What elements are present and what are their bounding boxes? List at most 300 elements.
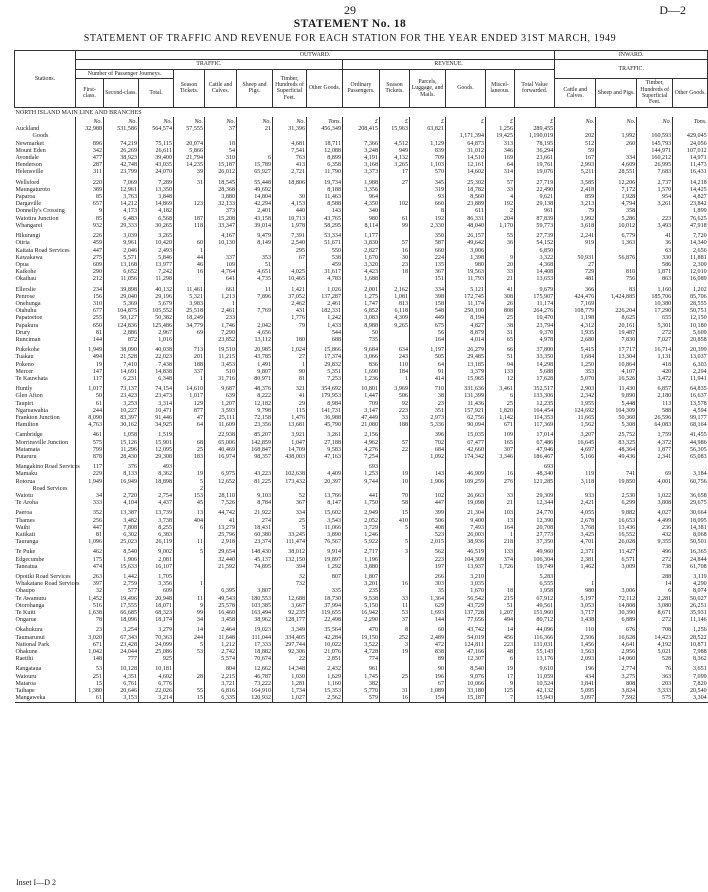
- table-cell: 36,658: [673, 493, 708, 500]
- table-cell: 1,491: [237, 362, 273, 369]
- table-cell: 17,555: [104, 603, 139, 610]
- table-cell: 25,086: [139, 649, 174, 656]
- table-cell: [596, 301, 637, 308]
- table-cell: 10,420: [139, 240, 174, 247]
- station-name: Penrose: [15, 293, 35, 300]
- table-cell: 28,555: [673, 301, 708, 308]
- table-cell: 10,871: [673, 642, 708, 649]
- table-cell: [273, 330, 307, 337]
- table-cell: 1,202: [673, 287, 708, 294]
- statement-title: STATEMENT No. 18: [293, 18, 407, 30]
- table-cell: 192: [486, 201, 515, 208]
- table-cell: 1,519: [139, 432, 174, 439]
- table-cell: 23: [76, 627, 104, 634]
- col-inward-cattle: Cattle and Calves.: [555, 79, 596, 108]
- table-cell: 33: [486, 493, 515, 500]
- table-cell: 1,253: [343, 471, 380, 478]
- table-cell: 79: [555, 208, 596, 215]
- table-cell: 639: [205, 393, 237, 400]
- table-cell: 14: [637, 581, 673, 588]
- table-row: [15, 354, 708, 361]
- table-cell: 10,465: [273, 276, 307, 283]
- table-cell: 21,076: [307, 649, 343, 656]
- table-cell: 29,333: [104, 223, 139, 230]
- table-cell: 22,498: [307, 617, 343, 624]
- table-cell: 5,301: [637, 323, 673, 330]
- table-cell: 5,866: [174, 148, 205, 155]
- table-cell: 124,811: [446, 642, 486, 649]
- table-cell: 729: [555, 269, 596, 276]
- table-cell: 11: [380, 603, 410, 610]
- table-cell: 3,738: [139, 518, 174, 525]
- table-cell: 735: [343, 337, 380, 344]
- table-cell: 31,012: [446, 148, 486, 155]
- table-cell: 3,880: [205, 194, 237, 201]
- table-cell: 14,381: [673, 525, 708, 532]
- table-cell: 16,526: [596, 376, 637, 383]
- table-cell: 39: [174, 169, 205, 176]
- table-cell: 135: [410, 262, 446, 269]
- station-name: Goods: [32, 133, 49, 140]
- table-cell: [380, 574, 410, 581]
- station-name: Cambridge: [15, 432, 43, 439]
- table-cell: 1: [174, 248, 205, 255]
- table-cell: 13,653: [515, 276, 555, 283]
- table-cell: 799: [76, 447, 104, 454]
- table-cell: 1,017: [174, 393, 205, 400]
- table-cell: 37: [380, 617, 410, 624]
- table-cell: 46,519: [446, 549, 486, 556]
- table-cell: 9,679: [515, 287, 555, 294]
- table-cell: 14,298: [515, 362, 555, 369]
- table-cell: 538: [307, 255, 343, 262]
- table-cell: 11,215: [205, 354, 237, 361]
- table-cell: [307, 464, 343, 471]
- table-row: [15, 695, 708, 703]
- table-cell: 859: [555, 194, 596, 201]
- table-cell: 2,432: [307, 666, 343, 673]
- table-cell: 15,789: [237, 162, 273, 169]
- table-cell: 252: [380, 635, 410, 642]
- table-cell: 462: [76, 549, 104, 556]
- table-cell: 9,355: [637, 539, 673, 546]
- table-cell: 32: [273, 574, 307, 581]
- station-name: Taupiri: [15, 400, 34, 407]
- table-cell: 13,681: [273, 422, 307, 429]
- table-cell: 1,776: [273, 315, 307, 322]
- table-cell: 3,983: [174, 301, 205, 308]
- table-cell: 14: [486, 627, 515, 634]
- table-cell: 13,436: [596, 525, 637, 532]
- table-cell: 37,800: [515, 347, 555, 354]
- table-cell: 90: [410, 666, 446, 673]
- table-cell: 510: [205, 369, 237, 376]
- table-cell: [139, 486, 174, 493]
- table-cell: 6,483: [104, 216, 139, 223]
- table-cell: 89: [410, 656, 446, 663]
- table-cell: 863: [637, 276, 673, 283]
- table-cell: 2,993: [555, 162, 596, 169]
- table-cell: 609: [139, 588, 174, 595]
- table-cell: [139, 133, 174, 140]
- table-cell: 8,988: [343, 323, 380, 330]
- table-cell: 9,914: [307, 549, 343, 556]
- table-cell: 11,881: [673, 255, 708, 262]
- table-row: [15, 208, 708, 215]
- table-cell: 7,820: [673, 681, 708, 688]
- table-cell: 609: [76, 262, 104, 269]
- table-cell: 3,261: [637, 201, 673, 208]
- table-cell: 961: [515, 208, 555, 215]
- table-cell: 29: [273, 401, 307, 408]
- table-cell: 9,538: [343, 596, 380, 603]
- table-cell: 1,690: [343, 369, 380, 376]
- table-cell: 9,479: [237, 233, 273, 240]
- table-cell: 43,785: [237, 354, 273, 361]
- table-cell: 93: [410, 194, 446, 201]
- table-cell: 34: [76, 493, 104, 500]
- table-cell: 223: [410, 557, 446, 564]
- table-cell: 18,431: [237, 525, 273, 532]
- table-cell: 35,931: [673, 610, 708, 617]
- table-cell: 14,340: [673, 240, 708, 247]
- table-cell: 64: [486, 162, 515, 169]
- table-row: [15, 255, 708, 262]
- table-cell: 8,068: [673, 532, 708, 539]
- table-cell: 3,482: [104, 518, 139, 525]
- table-cell: 1,877: [637, 447, 673, 454]
- table-cell: 12,161: [446, 162, 486, 169]
- table-cell: 1,462: [555, 564, 596, 571]
- table-cell: 807: [307, 574, 343, 581]
- table-cell: 34,779: [174, 323, 205, 330]
- table-cell: 4,641: [596, 642, 637, 649]
- table-cell: 335: [307, 588, 343, 595]
- table-cell: 8,560: [446, 194, 486, 201]
- table-cell: 588: [637, 408, 673, 415]
- table-cell: 109: [486, 432, 515, 439]
- table-cell: 319: [410, 187, 446, 194]
- table-cell: 23,852: [205, 337, 237, 344]
- table-cell: 1,726: [486, 564, 515, 571]
- table-cell: 8,222: [237, 393, 273, 400]
- table-cell: 3,253: [104, 401, 139, 408]
- table-cell: 62,756: [446, 415, 486, 422]
- table-cell: 925: [139, 656, 174, 663]
- table-cell: 431: [273, 308, 307, 315]
- table-cell: 13,739: [139, 510, 174, 517]
- table-cell: 11,298: [139, 276, 174, 283]
- table-cell: 288: [637, 574, 673, 581]
- table-cell: 564,574: [139, 126, 174, 133]
- table-cell: 413: [273, 162, 307, 169]
- table-cell: 9,621: [515, 194, 555, 201]
- station-name: Glen Afton: [15, 393, 43, 400]
- table-cell: 3,890: [307, 532, 343, 539]
- table-cell: 10,181: [139, 666, 174, 673]
- table-cell: 6: [637, 588, 673, 595]
- table-cell: [486, 248, 515, 255]
- table-row: [15, 393, 708, 400]
- table-cell: 2,341: [637, 454, 673, 461]
- table-cell: [273, 262, 307, 269]
- table-cell: 28,551: [596, 169, 637, 176]
- table-cell: 1,196: [343, 557, 380, 564]
- table-cell: 167: [555, 155, 596, 162]
- table-cell: 3,118: [555, 479, 596, 486]
- station-name: Otorohanga: [15, 602, 45, 609]
- table-cell: 21,922: [237, 510, 273, 517]
- table-cell: 25,518: [174, 308, 205, 315]
- table-cell: 24,844: [673, 557, 708, 564]
- table-cell: 104,309: [596, 408, 637, 415]
- table-cell: 4,701: [555, 539, 596, 546]
- table-row: [15, 401, 708, 408]
- table-cell: 3,066: [343, 354, 380, 361]
- table-cell: [673, 464, 708, 471]
- table-row: [15, 386, 708, 393]
- table-row: [15, 187, 708, 194]
- table-cell: 13: [486, 518, 515, 525]
- table-cell: 64: [410, 362, 446, 369]
- table-cell: [555, 464, 596, 471]
- table-cell: 544: [307, 330, 343, 337]
- table-cell: 55: [174, 688, 205, 695]
- table-cell: 144,971: [637, 148, 673, 155]
- table-cell: 114,353: [515, 415, 555, 422]
- table-cell: 85,207: [237, 432, 273, 439]
- table-cell: 33,347: [205, 223, 237, 230]
- table-cell: [237, 133, 273, 140]
- table-cell: 5: [174, 549, 205, 556]
- table-cell: [237, 464, 273, 471]
- table-row: [15, 262, 708, 269]
- table-cell: [596, 581, 637, 588]
- table-cell: 2,046: [104, 248, 139, 255]
- table-cell: 26,157: [446, 233, 486, 240]
- col-passenger-journeys: Number of Passenger Journeys.: [76, 69, 174, 78]
- station-name: Ohaupo: [15, 588, 35, 595]
- table-cell: 33,180: [446, 688, 486, 695]
- table-cell: 1,745: [343, 674, 380, 681]
- table-cell: 550: [307, 248, 343, 255]
- table-cell: 48,340: [515, 471, 555, 478]
- table-cell: 124,836: [104, 323, 139, 330]
- table-row: [15, 315, 708, 322]
- table-cell: 19,563: [446, 269, 486, 276]
- table-cell: 37,350: [515, 539, 555, 546]
- table-cell: 7,896: [237, 294, 273, 301]
- table-cell: 308: [486, 294, 515, 301]
- table-cell: 12,688: [273, 596, 307, 603]
- table-cell: 4,276: [343, 447, 380, 454]
- table-cell: 13: [174, 510, 205, 517]
- table-cell: 311: [76, 169, 104, 176]
- table-cell: 19,425: [486, 133, 515, 140]
- table-cell: 30: [380, 255, 410, 262]
- table-cell: 6,358: [307, 162, 343, 169]
- table-cell: 19,897: [307, 557, 343, 564]
- table-cell: 57: [380, 240, 410, 247]
- table-cell: 2,562: [307, 695, 343, 703]
- table-cell: 424,476: [555, 294, 596, 301]
- table-cell: 8,540: [446, 666, 486, 673]
- table-cell: 102: [410, 493, 446, 500]
- table-cell: 3,265: [139, 233, 174, 240]
- table-cell: 7: [486, 695, 515, 703]
- table-cell: 22: [273, 656, 307, 663]
- table-row: [15, 454, 708, 461]
- table-cell: 878: [76, 454, 104, 461]
- table-cell: 16,460: [205, 610, 237, 617]
- table-cell: 8,090: [76, 415, 104, 422]
- table-cell: 763: [273, 155, 307, 162]
- table-cell: 1,092: [410, 454, 446, 461]
- table-cell: 1,042: [76, 649, 104, 656]
- table-cell: 5,574: [205, 656, 237, 663]
- station-name: Onehunga: [15, 300, 41, 307]
- table-cell: 2: [486, 208, 515, 215]
- table-cell: [205, 133, 237, 140]
- table-cell: 51: [486, 603, 515, 610]
- station-name: Ongarue: [15, 617, 37, 624]
- table-cell: 4,167: [205, 233, 237, 240]
- table-cell: 9,076: [446, 674, 486, 681]
- table-cell: 4,764: [205, 269, 237, 276]
- table-cell: 634: [380, 347, 410, 354]
- table-cell: 3,097: [555, 695, 596, 703]
- table-cell: 68,164: [673, 422, 708, 429]
- table-cell: 570: [410, 169, 446, 176]
- table-cell: 30: [273, 194, 307, 201]
- table-cell: 160,212: [637, 155, 673, 162]
- table-cell: 376: [104, 464, 139, 471]
- table-cell: 18: [205, 141, 237, 148]
- station-name: Drury: [15, 329, 31, 336]
- table-cell: 5,688: [515, 369, 555, 376]
- col-season-tickets: Season Tickets.: [174, 69, 205, 107]
- table-cell: 1,949: [76, 479, 104, 486]
- station-name: Whangarei: [15, 222, 43, 229]
- table-cell: 20,858: [673, 337, 708, 344]
- table-row: [15, 627, 708, 634]
- table-cell: 1,089: [410, 688, 446, 695]
- table-cell: 8,255: [139, 525, 174, 532]
- table-cell: 980: [555, 588, 596, 595]
- table-cell: [380, 330, 410, 337]
- table-cell: 2,973: [410, 415, 446, 422]
- table-cell: 2,493: [139, 248, 174, 255]
- table-cell: 196: [410, 674, 446, 681]
- table-cell: 35: [410, 588, 446, 595]
- table-cell: 26,028: [596, 539, 637, 546]
- table-row: [15, 666, 708, 673]
- table-cell: 20,399: [673, 347, 708, 354]
- table-cell: 91,446: [139, 415, 174, 422]
- table-cell: 20,540: [673, 688, 708, 695]
- table-cell: 21,794: [174, 155, 205, 162]
- station-name: Rotorua: [15, 478, 36, 485]
- table-cell: 6,816: [205, 688, 237, 695]
- table-cell: 117,369: [515, 422, 555, 429]
- table-cell: 25: [486, 315, 515, 322]
- table-cell: 11,430: [596, 386, 637, 393]
- table-cell: 836: [343, 362, 380, 369]
- table-cell: 15,353: [307, 688, 343, 695]
- table-cell: 41: [205, 518, 237, 525]
- table-cell: 2,720: [104, 493, 139, 500]
- table-cell: 226,204: [596, 308, 637, 315]
- table-cell: 15,208: [205, 216, 237, 223]
- table-row: [15, 532, 708, 539]
- table-cell: 55: [486, 233, 515, 240]
- table-cell: 1,081: [380, 294, 410, 301]
- unit-cell: No.: [139, 117, 174, 126]
- table-cell: 3,168: [343, 162, 380, 169]
- table-cell: 358: [596, 208, 637, 215]
- table-cell: 256: [76, 518, 104, 525]
- table-row: [15, 510, 708, 517]
- table-cell: 1,236: [343, 376, 380, 383]
- table-row: [15, 323, 708, 330]
- table-cell: 9: [486, 681, 515, 688]
- table-cell: 36: [486, 240, 515, 247]
- table-cell: 15: [76, 681, 104, 688]
- table-cell: 61: [76, 401, 104, 408]
- table-cell: 5,121: [446, 287, 486, 294]
- table-cell: 6: [486, 393, 515, 400]
- table-cell: [174, 681, 205, 688]
- table-cell: 24,770: [515, 510, 555, 517]
- table-cell: 1,906: [410, 479, 446, 486]
- table-cell: 23,423: [104, 393, 139, 400]
- table-cell: 5,770: [343, 688, 380, 695]
- table-row: [15, 432, 708, 439]
- table-cell: 36,988: [307, 415, 343, 422]
- table-cell: 15,187: [205, 162, 237, 169]
- table-cell: 23,374: [237, 539, 273, 546]
- table-row: [15, 180, 708, 187]
- table-cell: 3,425: [555, 532, 596, 539]
- table-cell: 6,348: [139, 376, 174, 383]
- table-cell: 22,023: [139, 354, 174, 361]
- table-cell: 5,070: [555, 376, 596, 383]
- table-cell: 19,150: [343, 635, 380, 642]
- table-cell: 137,728: [446, 610, 486, 617]
- table-cell: 9,890: [596, 393, 637, 400]
- table-row: [15, 471, 708, 478]
- table-cell: 8,784: [237, 500, 273, 507]
- table-row: [15, 564, 708, 571]
- table-cell: 3,824: [596, 688, 637, 695]
- table-cell: 21: [486, 500, 515, 507]
- table-cell: 5,336: [410, 422, 446, 429]
- table-cell: 141,731: [307, 408, 343, 415]
- table-cell: 72,158: [237, 415, 273, 422]
- table-cell: 99,177: [673, 415, 708, 422]
- table-cell: 3,618: [555, 223, 596, 230]
- table-cell: 201: [174, 354, 205, 361]
- table-cell: 3,346: [486, 454, 515, 461]
- table-cell: [380, 454, 410, 461]
- table-cell: 3,039: [104, 233, 139, 240]
- table-cell: [596, 262, 637, 269]
- table-row: [15, 294, 708, 301]
- table-cell: 1,047: [273, 440, 307, 447]
- table-cell: 144: [410, 617, 446, 624]
- table-cell: 3,543: [307, 518, 343, 525]
- table-cell: 4,055: [555, 510, 596, 517]
